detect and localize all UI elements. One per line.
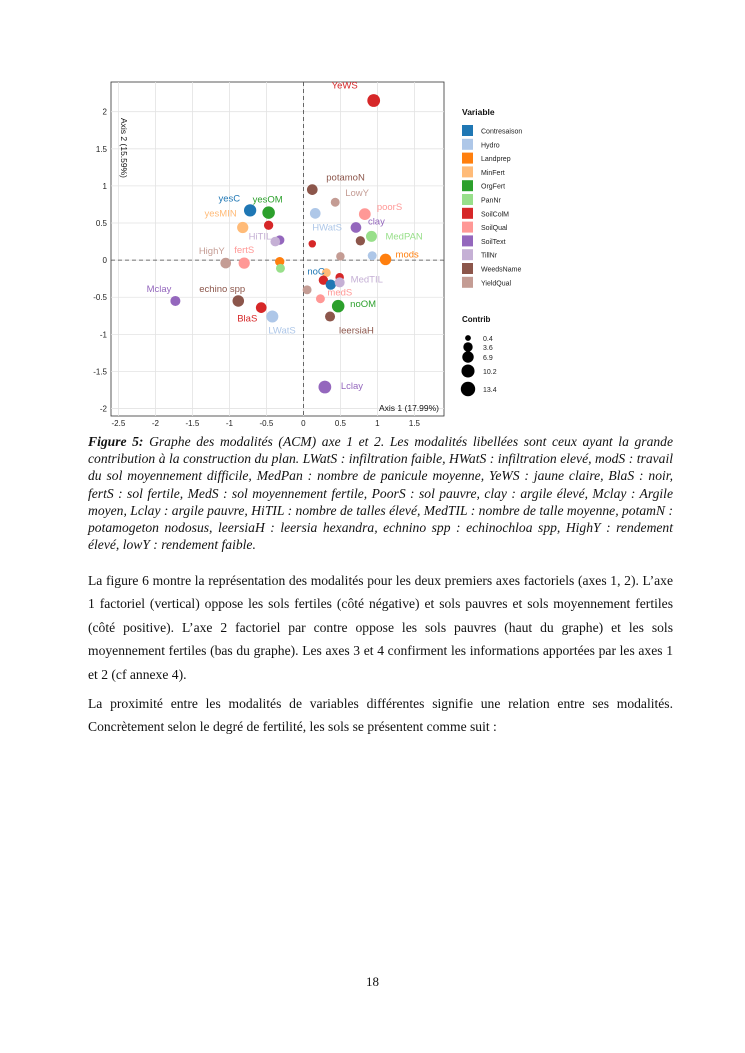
data-label-lowy: LowY (345, 188, 369, 200)
data-point-medtil (335, 277, 345, 287)
data-label-lwats: LWatS (268, 325, 296, 337)
y-tick-label: -2 (99, 404, 107, 414)
legend-size-label: 6.9 (483, 355, 493, 362)
paragraph-2: La proximité entre les modalités de variables différentes signifie une relation entre ses modalités. Concrètement selon le degré de fertilité, les sols se présentent comme suit : (88, 696, 673, 735)
legend-variable-label: Landprep (481, 156, 511, 164)
plot-panel (111, 82, 444, 416)
legend-variable-label: SoilText (481, 238, 506, 246)
data-point-echino-spp (233, 295, 245, 307)
x-tick-label: -2.5 (111, 419, 126, 428)
data-label-mclay: Mclay (146, 283, 172, 295)
data-label-clay: clay (367, 216, 385, 228)
page-number: 18 (366, 974, 379, 989)
data-label-hwats: HWatS (312, 222, 342, 234)
legend-variable-label: Contresaison (481, 128, 523, 136)
data-point-hwats (310, 208, 321, 219)
data-label-noom: noOM (350, 299, 377, 311)
x-tick-label: 0 (301, 419, 306, 428)
data-label-mods: mods (395, 249, 419, 261)
legend-variable-label: TillNr (481, 252, 498, 260)
data-label-echino-spp: echino spp (199, 283, 246, 295)
data-point-blas (256, 302, 267, 313)
legend-contrib (461, 315, 497, 396)
y-tick-label: -0.5 (93, 293, 107, 303)
legend-swatch (462, 263, 473, 274)
data-point (276, 264, 285, 273)
data-label-yesom: yesOM (252, 194, 283, 206)
legend-size-label: 0.4 (483, 336, 493, 343)
data-point-highy (220, 258, 231, 269)
legend-swatch (462, 235, 473, 246)
data-point-lowy (331, 198, 340, 207)
x-tick-label: 1.5 (408, 419, 420, 428)
data-point-mods (380, 254, 392, 266)
x-axis-label: Axis 1 (17.99%) (379, 403, 439, 413)
data-point (356, 236, 365, 245)
legend-variable-label: PanNr (481, 197, 501, 205)
legend-swatch (462, 125, 473, 136)
data-label-leersiah: leersiaH (339, 325, 374, 337)
y-tick-label: 2 (102, 107, 107, 117)
data-label-potamon: potamoN (326, 172, 365, 184)
legend-swatch (462, 153, 473, 164)
data-point-potamon (307, 184, 318, 195)
y-tick-label: -1.5 (93, 367, 107, 377)
data-point-clay (351, 222, 362, 233)
data-label-yews: YeWS (331, 80, 358, 92)
legend-variable-label: Hydro (481, 142, 500, 150)
data-point-mclay (170, 296, 180, 306)
legend-variable-label: YieldQual (481, 280, 512, 288)
data-label-yesc: yesC (218, 193, 241, 205)
data-point-yesmin (237, 222, 248, 233)
legend-size-label: 3.6 (483, 345, 493, 352)
data-point-hitil (270, 237, 280, 247)
data-label-blas: BlaS (237, 313, 258, 325)
x-tick-label: -2 (151, 419, 159, 428)
data-label-medtil: MedTIL (350, 274, 383, 286)
data-label-noc: noC (307, 266, 325, 278)
data-point-yews (367, 94, 380, 107)
legend-swatch (462, 180, 473, 191)
data-label-hitil: HiTIL (248, 231, 272, 243)
data-point-noom (332, 300, 345, 313)
data-label-ferts: fertS (234, 245, 255, 257)
data-label-lclay: Lclay (340, 381, 364, 393)
legend-swatch (462, 208, 473, 219)
y-tick-label: 0 (102, 256, 107, 266)
legend-swatch (462, 222, 473, 233)
x-tick-label: -1 (225, 419, 233, 428)
x-tick-label: -0.5 (259, 419, 274, 428)
data-point-meds (316, 294, 325, 303)
data-label-yesmin: yesMIN (204, 208, 237, 220)
legend-size-dot (465, 335, 471, 341)
legend-variable (462, 107, 522, 288)
legend-size-label: 10.2 (483, 369, 497, 376)
data-point-yesc (244, 204, 256, 216)
y-axis-label: Axis 2 (15.59%) (119, 118, 129, 178)
legend-swatch (462, 194, 473, 205)
legend-size-dot (461, 382, 475, 396)
legend-variable-label: SoilColM (481, 211, 510, 219)
legend-swatch (462, 166, 473, 177)
figure-caption-label: Figure 5: (88, 434, 144, 449)
data-label-meds: medS (327, 287, 353, 299)
data-point (309, 240, 316, 247)
x-tick-label: -1.5 (185, 419, 200, 428)
data-point-lclay (318, 381, 331, 394)
legend-variable-label: SoilQual (481, 225, 508, 233)
legend-variable-label: WeedsName (481, 266, 522, 274)
paragraph-1: La figure 6 montre la représentation des modalités pour les deux premiers axes factoriels (axes 1, 2). L’axe 1 factoriel (vertical) oppose les sols fertiles (côté négative) et sols pauvres et sols moyennement fertiles (côté positive). L’axe 2 factoriel par contre oppose les sols pauvres (haut du graphe) et les sols moyennement fertiles (bas du graphe). Les axes 3 et 4 confirment les informations apportées par les axes 1 et 2 (cf annexe 4). (88, 573, 673, 682)
figure-caption (88, 433, 673, 553)
figure-caption-text: Graphe des modalités (ACM) axe 1 et 2. Les modalités libellées sont ceux ayant la grande contribution à la construction du plan. LWatS : infiltration faible, HWatS : infiltration elevé, modS : travail du sol moyennement difficile, MedPan : nombre de panicule moyenne, YeWS : jaune claire, BlaS : noir, fertS : sol fertile, MedS : sol moyennement fertile, PoorS : sol pauvre, clay : argile élevé, Mclay : Argile moyen, Lclay : argile pauvre, HiTIL : nombre de talles élevé, MedTIL : nombre de talle moyenne, potamN : potamogeton nodosus, leersiaH : leersia hexandra, echnino spp : echinochloa spp, HighY : rendement élevé, lowY : rendement faible. (88, 434, 673, 553)
legend-size-dot (461, 364, 474, 377)
legend-variable-label: MinFert (481, 169, 505, 177)
data-label-medpan: MedPAN (385, 231, 423, 243)
data-point (336, 252, 344, 260)
data-label-highy: HighY (198, 246, 225, 258)
legend-contrib-title: Contrib (462, 315, 491, 324)
y-tick-label: 1 (102, 181, 107, 191)
legend-variable-label: OrgFert (481, 183, 506, 191)
data-point-yesom (262, 206, 275, 219)
data-point-medpan (366, 231, 377, 242)
data-point (368, 251, 377, 260)
y-tick-label: 0.5 (95, 219, 107, 229)
mca-figure (0, 0, 745, 430)
data-label-poors: poorS (376, 202, 403, 214)
legend-swatch (462, 139, 473, 150)
legend-swatch (462, 277, 473, 288)
x-tick-label: 1 (375, 419, 380, 428)
y-tick-label: -1 (99, 330, 107, 340)
x-tick-label: 0.5 (334, 419, 346, 428)
legend-size-dot (462, 351, 473, 362)
legend-size-dot (463, 342, 472, 351)
data-point-leersiah (325, 312, 335, 322)
data-point-ferts (239, 257, 250, 268)
legend-variable-title: Variable (462, 107, 495, 117)
data-point-lwats (266, 311, 278, 323)
legend-swatch (462, 249, 473, 260)
data-point (303, 285, 312, 294)
legend-size-label: 13.4 (483, 387, 497, 394)
y-tick-label: 1.5 (95, 144, 107, 154)
data-point (264, 221, 273, 230)
